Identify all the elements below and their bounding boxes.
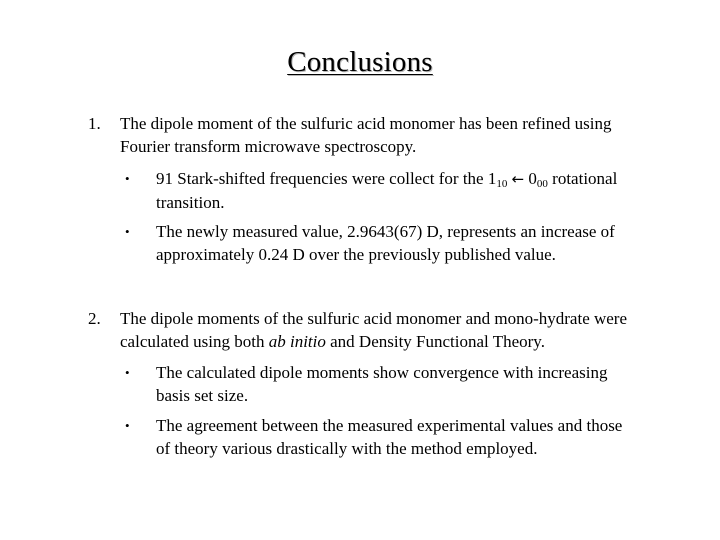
- bullet-item-2-2: [125, 414, 625, 460]
- left-arrow-icon: ←: [511, 170, 525, 188]
- item-text: The dipole moments of the sulfuric acid monomer and mono-hydrate were calculated using both ab initio and Density Functional Theory.: [120, 309, 628, 351]
- bullet-item-2-1: [125, 361, 625, 407]
- bullet-text: The agreement between the measured experimental values and those of theory various drastically with the method employed.: [156, 416, 623, 458]
- conclusion-item-1: [88, 112, 648, 158]
- bullet-text: 91 Stark-shifted frequencies were collect for the $1_{10}$ ← $0_{00}$ rotational transition.: [156, 169, 618, 212]
- slide-title: Conclusions: [287, 46, 433, 78]
- bullet-icon: •: [125, 365, 130, 380]
- bullet-item-1-1: [125, 167, 625, 214]
- item-number: 2.: [88, 309, 101, 328]
- bullet-icon: •: [125, 171, 130, 186]
- bullet-text: The newly measured value, 2.9643(67) D, represents an increase of approximately 0.24 D over the previously published value.: [156, 222, 615, 264]
- bullet-icon: •: [125, 418, 130, 433]
- item-number: 1.: [88, 114, 101, 133]
- bullet-item-1-2: [125, 220, 625, 266]
- conclusion-item-2: [88, 307, 648, 353]
- bullet-text: The calculated dipole moments show convergence with increasing basis set size.: [156, 363, 608, 405]
- bullet-icon: •: [125, 224, 130, 239]
- item-text: The dipole moment of the sulfuric acid monomer has been refined using Fourier transform microwave spectroscopy.: [120, 114, 612, 156]
